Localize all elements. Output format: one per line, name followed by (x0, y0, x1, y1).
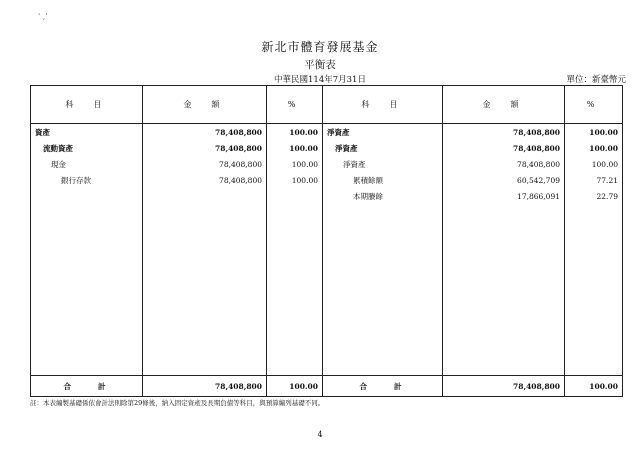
row-amount-left (143, 188, 267, 204)
total-label-left: 合 計 (31, 376, 143, 397)
row-subject-right: 累積餘額 (323, 172, 443, 188)
table-row (31, 124, 623, 141)
report-title: 新北市體育發展基金 (261, 40, 379, 54)
row-subject-right: 淨資產 (323, 140, 443, 156)
row-amount-left: 78,408,800 (143, 172, 267, 188)
report-date: 中華民國114年7月31日 (274, 75, 366, 85)
scan-speck: ' ,' (38, 12, 48, 21)
row-amount-right: 78,408,800 (443, 156, 565, 172)
col-header-amount: 金 額 (143, 86, 267, 124)
col-header-amount-right: 金 額 (443, 86, 565, 124)
row-subject-right: 淨資產 (323, 156, 443, 172)
row-percent-left: 100.00 (267, 172, 323, 188)
row-subject-left: 流動資產 (31, 140, 143, 156)
row-percent-right: 100.00 (565, 124, 623, 141)
row-amount-left: 78,408,800 (143, 156, 267, 172)
total-label-right: 合 計 (323, 376, 443, 397)
total-amount-left: 78,408,800 (143, 376, 267, 397)
total-amount-right: 78,408,800 (443, 376, 565, 397)
row-subject-left: 銀行存款 (31, 172, 143, 188)
page-number: 4 (317, 430, 323, 439)
row-percent-right: 100.00 (565, 140, 623, 156)
total-row (31, 376, 623, 397)
footnote: 註：本表編製基礎係依會計法則除第29條後，納入固定資產及長期負債等科目，與預算編列基礎不同。 (30, 399, 325, 407)
row-percent-left (267, 188, 323, 204)
currency-unit: 單位：新臺幣元 (566, 75, 626, 85)
report-subtitle: 平衡表 (304, 59, 336, 71)
row-amount-right: 78,408,800 (443, 140, 565, 156)
empty-space-row (31, 204, 623, 376)
col-header-percent: % (267, 86, 323, 124)
table-row (31, 172, 623, 188)
col-header-subject: 科 目 (31, 86, 143, 124)
row-percent-left: 100.00 (267, 124, 323, 141)
table-row (31, 156, 623, 172)
table-header-row (31, 86, 623, 124)
row-amount-right: 60,542,709 (443, 172, 565, 188)
total-percent-left: 100.00 (267, 376, 323, 397)
row-amount-left: 78,408,800 (143, 124, 267, 141)
total-percent-right: 100.00 (565, 376, 623, 397)
row-subject-left: 現金 (31, 156, 143, 172)
col-header-subject-right: 科 目 (323, 86, 443, 124)
row-subject-left: 資產 (31, 124, 143, 141)
row-subject-left (31, 188, 143, 204)
row-percent-left: 100.00 (267, 140, 323, 156)
row-subject-right: 本期賸餘 (323, 188, 443, 204)
row-percent-left: 100.00 (267, 156, 323, 172)
row-subject-right: 淨資產 (323, 124, 443, 141)
row-percent-right: 22.79 (565, 188, 623, 204)
row-percent-right: 77.21 (565, 172, 623, 188)
table-row (31, 188, 623, 204)
row-amount-right: 17,866,091 (443, 188, 565, 204)
balance-sheet-table (30, 85, 623, 397)
row-percent-right: 100.00 (565, 156, 623, 172)
row-amount-left: 78,408,800 (143, 140, 267, 156)
col-header-percent-right: % (565, 86, 623, 124)
row-amount-right: 78,408,800 (443, 124, 565, 141)
table-row (31, 140, 623, 156)
